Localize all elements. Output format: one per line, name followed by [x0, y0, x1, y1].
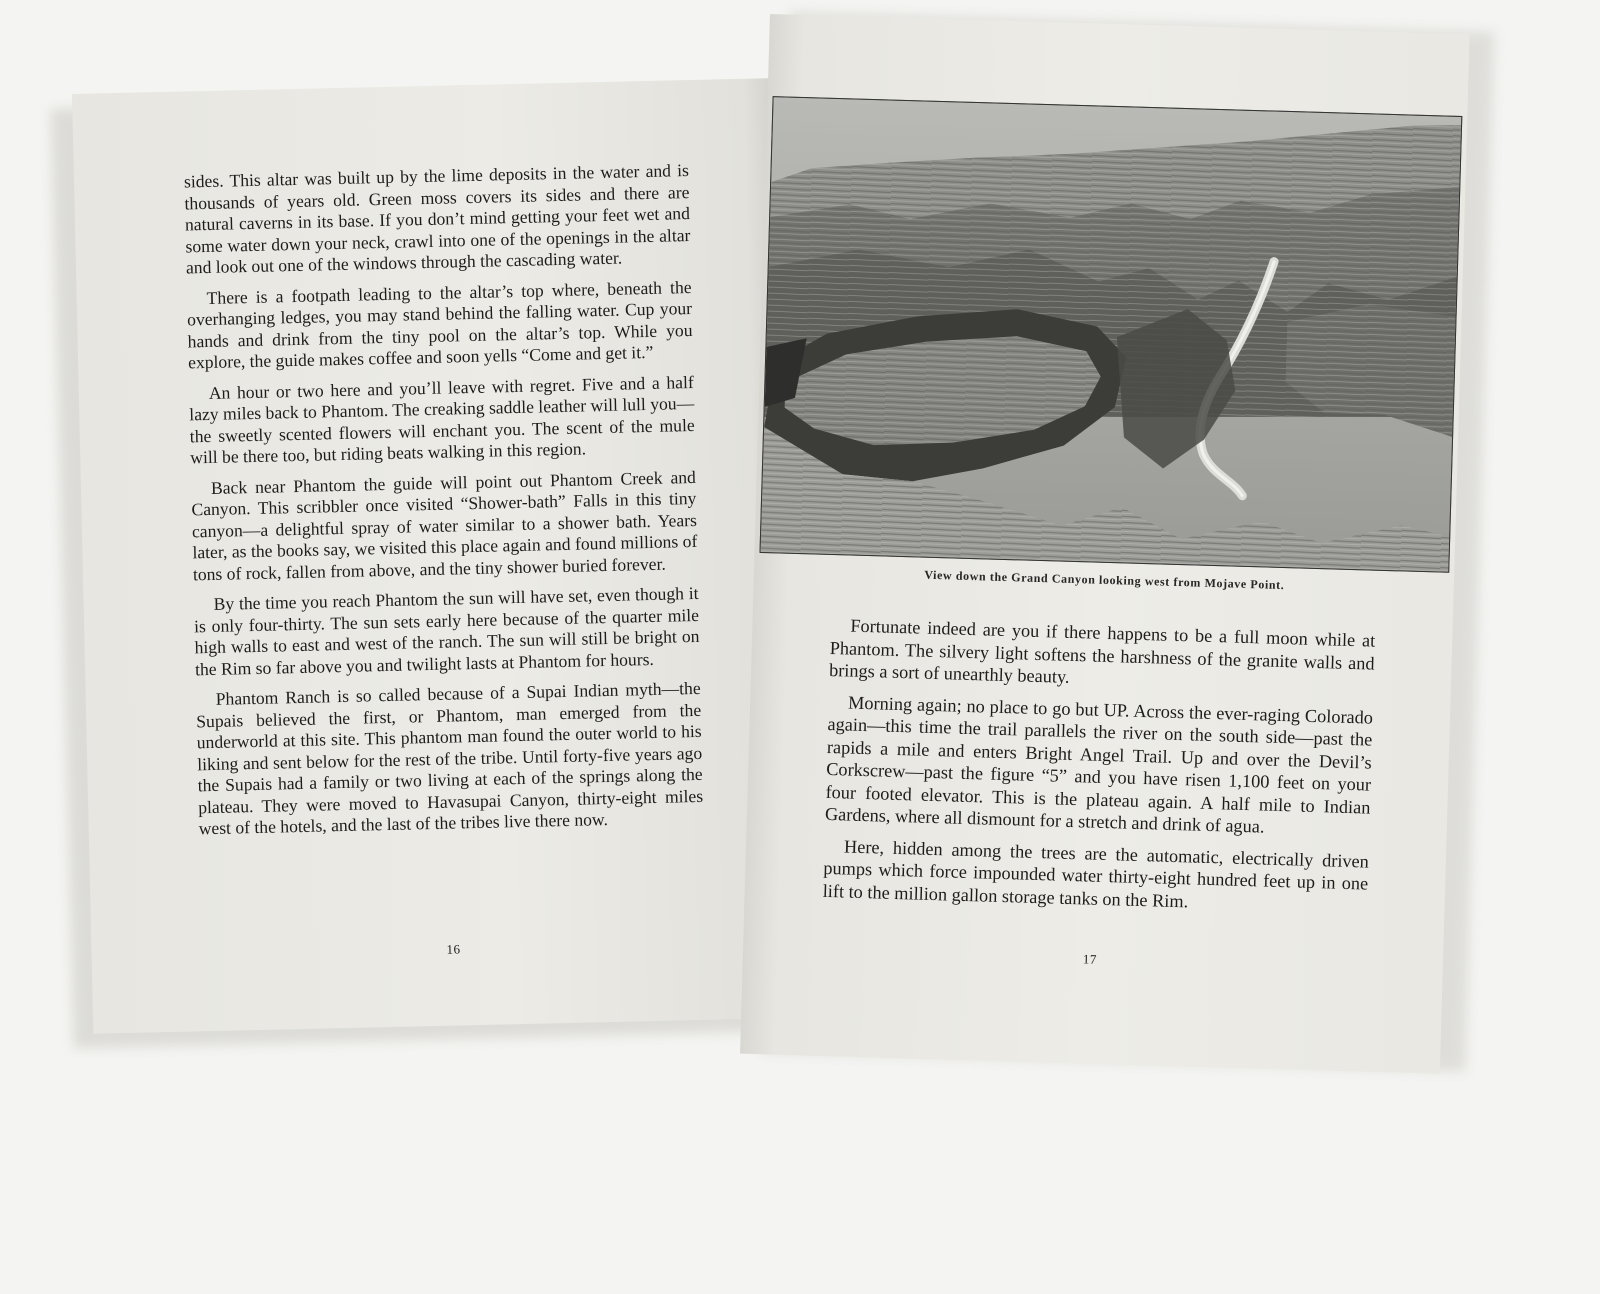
paragraph: An hour or two here and you’ll leave with regret. Five and a half lazy miles back to Phantom. The creaking saddle leather will lull you—the sweetly scented flowers will enchant you. The scent of the mule will be there too, but riding beats walking in this region.: [189, 371, 695, 468]
left-page: [72, 78, 793, 1034]
paragraph: Morning again; no place to go but UP. Across the ever-raging Colorado again—this time the trail parallels the river on the south side—past the rapids a mile and enters Bright Angel Trail. Up and over the Devil’s Corkscrew—past the figure “5” and you have risen 1,100 feet on your four footed elevator. This is the plateau again. A half mile to Indian Gardens, where all dismount for a stretch and drink of agua.: [824, 692, 1374, 837]
right-page: [740, 14, 1470, 1074]
page-number: 16: [446, 941, 461, 957]
paragraph: Fortunate indeed are you if there happens to be a full moon while at Phantom. The silvery light softens the harshness of the granite walls and brings a sort of unearthly beauty.: [828, 615, 1376, 687]
paragraph: There is a footpath leading to the altar’s top where, beneath the overhanging ledges, you may stand behind the falling water. Cup your hands and drink from the tiny pool on the altar’s top. While you explore, the guide makes coffee and soon yells “Come and get it.”: [186, 276, 693, 373]
paragraph: Back near Phantom the guide will point out Phantom Creek and Canyon. This scribbler once visited “Shower-bath” Falls in this tiny canyon—a delightful spray of water similar to a shower bath. Years later, as the books say, we visited this place again and found millions of tons of rock, fallen from above, and the tiny shower buried forever.: [191, 466, 698, 584]
paragraph: Phantom Ranch is so called because of a Supai Indian myth—the Supais believed the first, or Phantom, man emerged from the underworld at this site. This phantom man found the outer world to his liking and sent below for the rest of the tribe. Until forty-five years ago the Supais had a family or two living at each of the springs along the plateau. They were moved to Havasupai Canyon, thirty-eight miles west of the hotels, and the last of the tribes live there now.: [196, 677, 704, 839]
page-number: 17: [1082, 951, 1098, 967]
right-page-text: [822, 614, 1375, 927]
paragraph: sides. This altar was built up by the lime deposits in the water and is thousands of years old. Green moss covers its sides and there are natural caverns in its base. If you don’t mind getting your feet wet and some water down your neck, crawl into one of the openings in the altar and look out one of the windows through the cascading water.: [183, 160, 691, 278]
left-page-text: [184, 160, 704, 849]
photo-caption: View down the Grand Canyon looking west from Mojave Point.: [924, 567, 1285, 593]
canyon-photo: [759, 96, 1462, 573]
paragraph: By the time you reach Phantom the sun will have set, even though it is only four-thirty. The sun sets early here because of the quarter mile high walls to east and west of the ranch. The sun will still be bright on the Rim so far above you and twilight lasts at Phantom for hours.: [193, 582, 700, 679]
paragraph: Here, hidden among the trees are the automatic, electrically driven pumps which force impounded water thirty-eight hundred feet up in one lift to the million gallon storage tanks on the Rim.: [822, 835, 1370, 911]
